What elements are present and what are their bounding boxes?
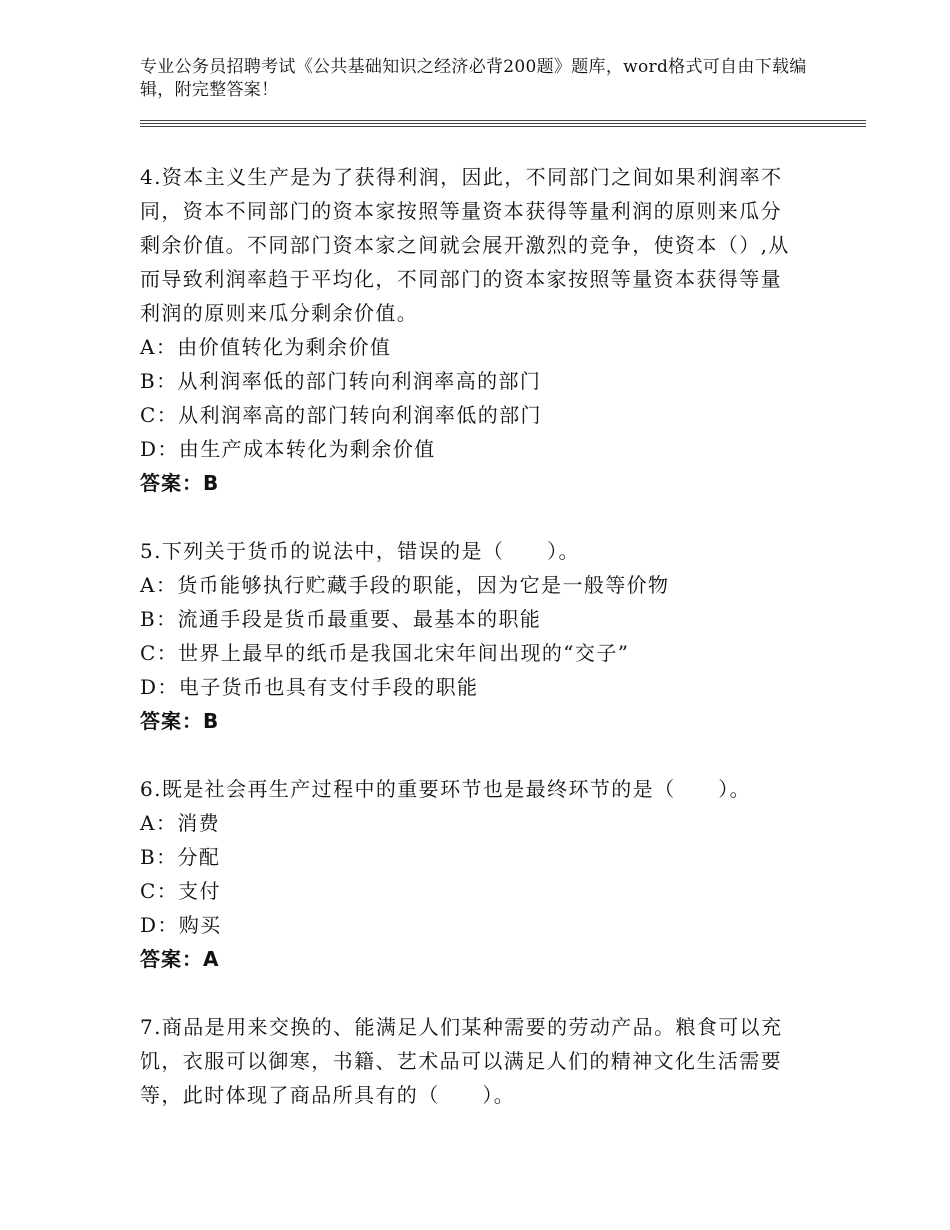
question-7	[140, 1010, 800, 1112]
question-4	[140, 160, 800, 500]
option-b: B：从利润率低的部门转向利润率高的部门	[140, 369, 542, 393]
header-rule	[140, 120, 866, 121]
question-5	[140, 534, 800, 738]
option-d: D：电子货币也具有支付手段的职能	[140, 675, 479, 699]
option-c: C：从利润率高的部门转向利润率低的部门	[140, 403, 542, 427]
answer-line: 答案：B	[140, 471, 220, 495]
option-d: D：由生产成本转化为剩余价值	[140, 437, 436, 461]
question-stem: 4.资本主义生产是为了获得利润，因此，不同部门之间如果利润率不同，资本不同部门的资本家按照等量资本获得等量利润的原则来瓜分剩余价值。不同部门资本家之间就会展开激烈的竞争，使资本（）,从而导致利润率趋于平均化，不同部门的资本家按照等量资本获得等量利润的原则来瓜分剩余价值。	[140, 165, 790, 325]
answer-line: 答案：A	[140, 947, 220, 971]
option-a: A：货币能够执行贮藏手段的职能，因为它是一般等价物	[140, 573, 670, 597]
option-b: B：流通手段是货币最重要、最基本的职能	[140, 607, 542, 631]
option-b: B：分配	[140, 845, 221, 869]
header-rule	[140, 123, 866, 124]
question-list	[140, 160, 800, 1146]
question-stem: 5.下列关于货币的说法中，错误的是（ ）。	[140, 539, 580, 563]
question-stem: 7.商品是用来交换的、能满足人们某种需要的劳动产品。粮食可以充饥，衣服可以御寒，书籍、艺术品可以满足人们的精神文化生活需要等，此时体现了商品所具有的（ ）。	[140, 1015, 783, 1107]
header-text: 专业公务员招聘考试《公共基础知识之经济必背200题》题库，word格式可自由下载编辑，附完整答案！	[140, 57, 807, 100]
option-a: A：消费	[140, 811, 221, 835]
question-6	[140, 772, 800, 976]
option-a: A：由价值转化为剩余价值	[140, 335, 392, 359]
answer-line: 答案：B	[140, 709, 220, 733]
option-d: D：购买	[140, 913, 222, 937]
option-c: C：世界上最早的纸币是我国北宋年间出现的“交子”	[140, 641, 630, 665]
question-stem: 6.既是社会再生产过程中的重要环节也是最终环节的是（ ）。	[140, 777, 752, 801]
option-c: C：支付	[140, 879, 221, 903]
header-rule	[140, 126, 866, 127]
